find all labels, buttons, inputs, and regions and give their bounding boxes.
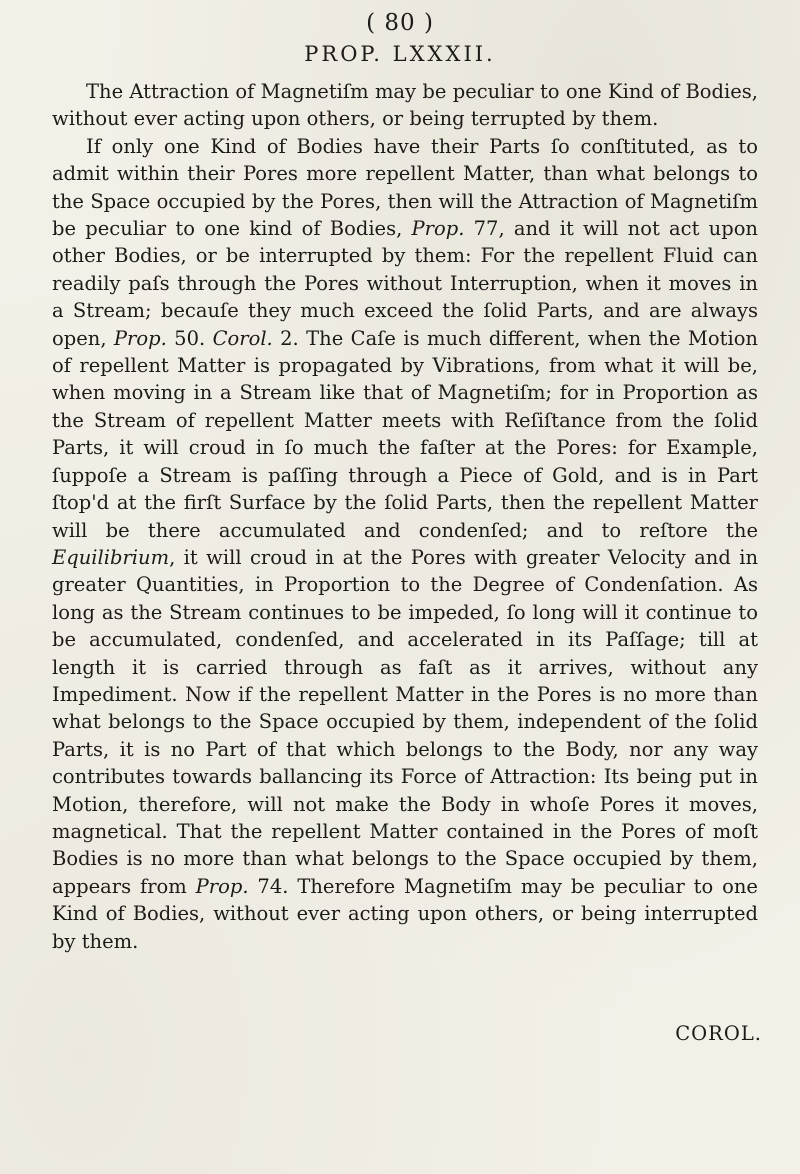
paragraph xyxy=(52,78,758,133)
text-run: 74. Therefore Magnetiſm may be peculiar to one Kind of Bodies, without ever acting upon others, or being interrupted by them. xyxy=(52,874,758,953)
italic-text: Prop. xyxy=(411,217,465,241)
text-run: The Attraction of Magnetiſm may be peculiar to one Kind of Bodies, without ever acting upon others, or being terrupted by them. xyxy=(52,80,758,131)
page-number: ( 80 ) xyxy=(366,10,434,36)
proposition-heading: PROP. LXXXII. xyxy=(304,42,496,66)
paragraph xyxy=(52,133,758,955)
text-run: 2. The Caſe is much different, when the Motion of repellent Matter is propagated by Vibrations, from what it will be, when moving in a Stream like that of Magnetiſm; for in Proportion as the Stream of repellent Matter meets with Reſiſtance from the ſolid Parts, it will croud in ſo much the faſter at the Pores: for Example, ſuppoſe a Stream is paſſing through a Piece of Gold, and is in Part ſtop'd at the firſt Surface by the ſolid Parts, then the repellent Matter will be there accumulated and condenſed; and to reſtore the xyxy=(52,326,758,542)
catchword: COROL. xyxy=(675,1022,762,1045)
text-run: 77, and it will not act upon other Bodies, or be interrupted by them: For the repellent Fluid can readily paſs through the Pores without Interruption, when it moves in a Stream; becauſe they much exceed the ſolid Parts, and are always open, xyxy=(52,217,758,350)
italic-text: Corol. xyxy=(212,326,273,350)
text-run: 50. xyxy=(166,326,213,350)
text-run: If only one Kind of Bodies have their Parts ſo conſtituted, as to admit within their Pores more repellent Matter, than what belongs to the Space occupied by the Pores, then will the Attraction of Magnetiſm be peculiar to one kind of Bodies, xyxy=(52,134,758,241)
italic-text: Equilibrium xyxy=(52,545,170,569)
italic-text: Prop. xyxy=(195,874,249,898)
text-run: , it will croud in at the Pores with greater Velocity and in greater Quantities, in Proportion to the Degree of Condenſation. As long as the Stream continues to be impeded, ſo long will it continue to be accumulated, condenſed, and accelerated in its Paſſage; till at length it is carried through as faſt as it arrives, without any Impediment. Now if the repellent Matter in the Pores is no more than what belongs to the Space occupied by them, independent of the ſolid Parts, it is no Part of that which belongs to the Body, nor any way contributes towards ballancing its Force of Attraction: Its being put in Motion, therefore, will not make the Body in whoſe Pores it moves, magnetical. That the repellent Matter contained in the Pores of moſt Bodies is no more than what belongs to the Space occupied by them, appears from xyxy=(52,545,758,898)
italic-text: Prop. xyxy=(113,326,167,350)
body-text xyxy=(52,78,758,955)
